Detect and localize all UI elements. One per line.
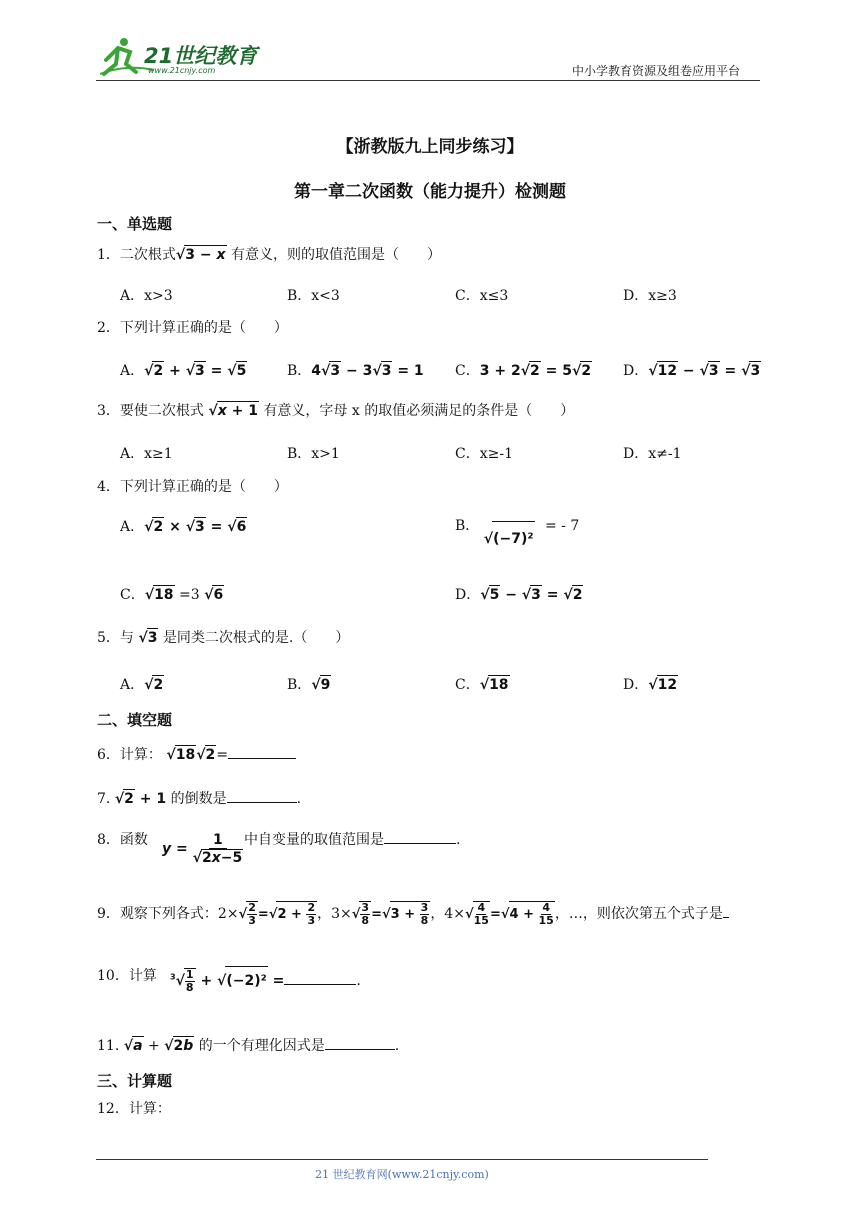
logo-text: 21世纪教育: [144, 44, 258, 68]
footer-rule: [96, 1159, 708, 1160]
question-3: 3．要使二次根式 √x + 1 有意义，字母 x 的取值必须满足的条件是（ ）: [97, 403, 575, 419]
math-expression: √3 − x: [175, 247, 226, 263]
answer-blank[interactable]: [228, 758, 296, 759]
option-d: D．√12: [623, 677, 678, 693]
option-c: C．3 + 2√2 = 5√2: [455, 363, 592, 379]
question-7: 7. √2 + 1 的倒数是 .: [97, 791, 302, 807]
section-heading: 一、单选题: [97, 215, 173, 233]
question-5: 5．与 √3 是同类二次根式的是.（ ）: [97, 630, 350, 646]
answer-blank[interactable]: [723, 917, 729, 918]
option-c: C．x≥-1: [455, 446, 513, 462]
math-expression: y = $\frac{1}{√2x-5}$: [162, 832, 243, 866]
question-2: 2．下列计算正确的是（ ）: [97, 320, 288, 336]
option-c: C．√18 =3 √6: [120, 587, 224, 603]
option-a: A．√2 + √3 = √5: [120, 363, 247, 379]
section-heading: 三、计算题: [97, 1072, 173, 1090]
header-rule: [96, 80, 760, 81]
option-c: C．√18: [455, 677, 509, 693]
question-6: 6．计算： √18√2=: [97, 745, 296, 764]
question-8: 8．函数: [97, 832, 148, 848]
question-8-tail: 中自变量的取值范围是 .: [244, 832, 461, 848]
option-a: A．√2 × √3 = √6: [120, 519, 247, 535]
footer-text: 21 世纪教育网(www.21cnjy.com): [315, 1168, 489, 1181]
option-c: C．x≤3: [455, 288, 509, 304]
logo-url: www.21cnjy.com: [148, 66, 216, 75]
question-12: 12．计算：: [97, 1101, 171, 1117]
option-d: D．√5 − √3 = √2: [455, 587, 583, 603]
option-a: A．x≥1: [120, 446, 173, 462]
option-a: A．√2: [120, 677, 164, 693]
option-d: D．√12 − √3 = √3: [623, 363, 761, 379]
option-b: B．x<3: [287, 288, 340, 304]
question-10: 10．计算: [97, 968, 157, 984]
answer-blank[interactable]: [325, 1049, 395, 1050]
logo: [96, 34, 266, 78]
option-b: B． √(−7)² = - 7: [455, 518, 580, 547]
option-d: D．x≠-1: [623, 446, 682, 462]
question-4: 4．下列计算正确的是（ ）: [97, 479, 288, 495]
option-b: B．4√3 − 3√3 = 1: [287, 363, 424, 379]
option-d: D．x≥3: [623, 288, 677, 304]
math-expression: $^3$√ $\frac{1}{8}$ + √(−2)² = .: [170, 967, 361, 994]
question-9: 9．观察下列各式：2×√ $\frac{2}{3}$ =√2 + $\frac{2}{3}$ ，3×√ $\frac{3}{8}$ =√3 + $\frac{3}{8}$ ，4×√ $\frac{4}{15}$ =√4 + $\frac{4}{15}$ ，…，则依次第五个式子是: [97, 901, 729, 927]
answer-blank[interactable]: [227, 802, 297, 803]
option-b: B．x>1: [287, 446, 340, 462]
question-11: 11. √a + √2b 的一个有理化因式是 .: [97, 1038, 400, 1054]
platform-name: 中小学教育资源及组卷应用平台: [572, 64, 741, 78]
question-1: 1．二次根式√3 − x 有意义，则的取值范围是（ ）: [97, 247, 441, 263]
option-a: A．x>3: [120, 288, 173, 304]
section-heading: 二、填空题: [97, 711, 173, 729]
option-b: B．√9: [287, 677, 331, 693]
doc-subtitle: 第一章二次函数（能力提升）检测题: [294, 182, 566, 202]
answer-blank[interactable]: [284, 984, 356, 985]
doc-title: 【浙教版九上同步练习】: [336, 137, 524, 157]
answer-blank[interactable]: [384, 843, 456, 844]
